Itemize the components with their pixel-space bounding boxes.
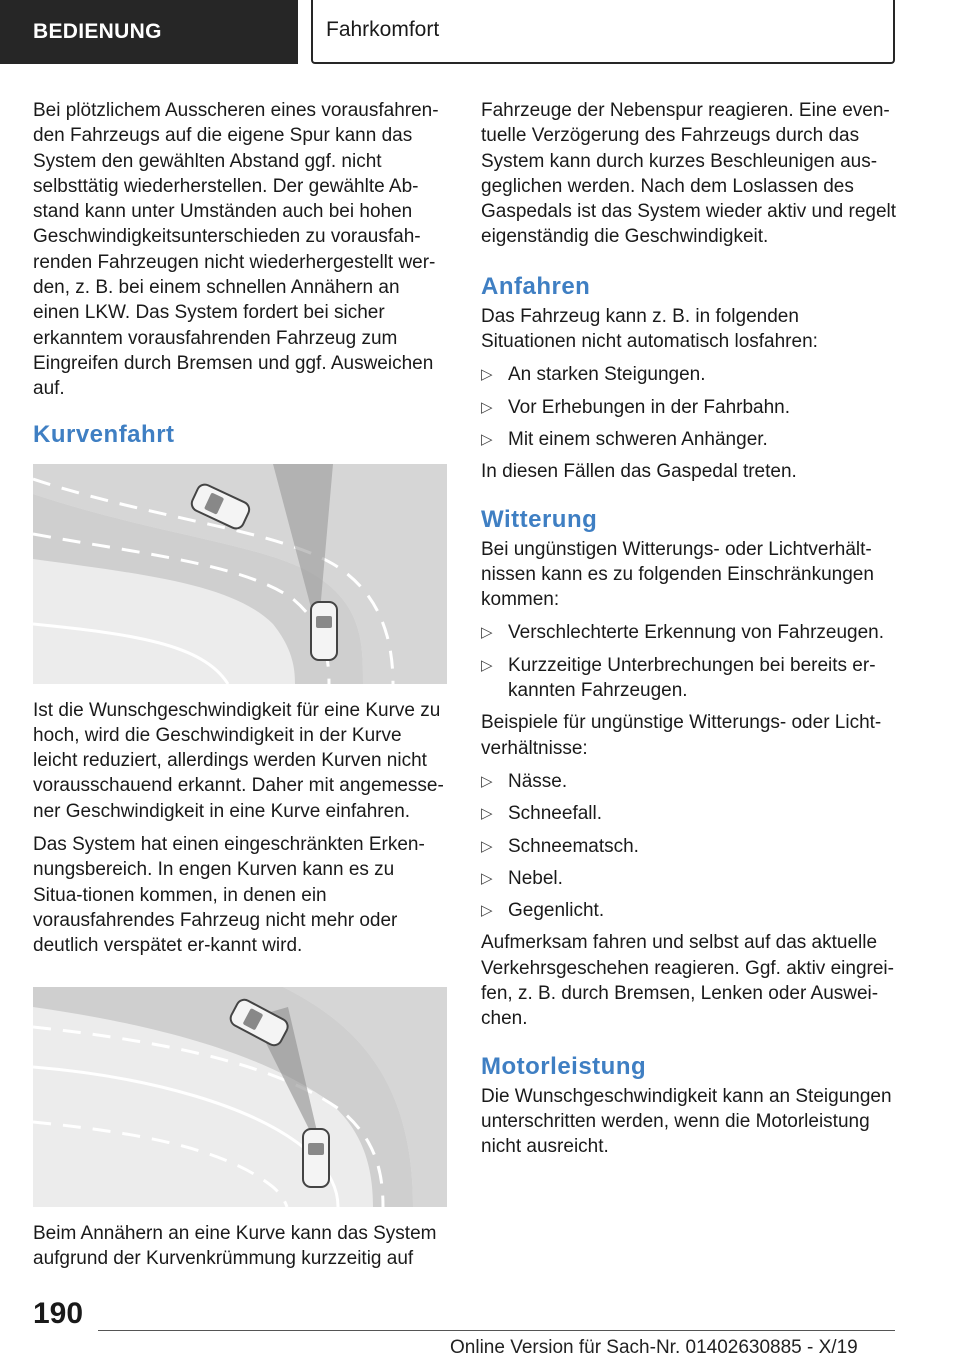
- list-item: ▷ Schneematsch.: [481, 834, 897, 859]
- triangle-bullet-icon: ▷: [481, 366, 493, 384]
- kurve-paragraph-3: Beim Annähern an eine Kurve kann das System aufgrund der Kurvenkrümmung kurzzeitig auf: [33, 1222, 437, 1269]
- footer-version-text: Online Version für Sach-Nr. 01402630885 - X/19: [450, 1337, 858, 1358]
- list-item: ▷ Nebel.: [481, 866, 897, 891]
- right-column: [481, 98, 897, 1168]
- triangle-bullet-icon: ▷: [481, 398, 493, 416]
- heading-kurvenfahrt: Kurvenfahrt: [33, 420, 175, 448]
- list-item: ▷ Schneefall.: [481, 801, 897, 826]
- anfahren-outro: In diesen Fällen das Gaspedal treten.: [481, 461, 797, 483]
- list-item: ▷ Verschlechterte Erkennung von Fahrzeugen.: [481, 620, 897, 645]
- heading-witterung: Witterung: [481, 505, 598, 533]
- triangle-bullet-icon: ▷: [481, 772, 493, 790]
- list-item: ▷ An starken Steigungen.: [481, 362, 897, 387]
- list-item: ▷ Gegenlicht.: [481, 898, 897, 923]
- page-number: 190: [33, 1297, 84, 1330]
- motor-paragraph: Die Wunschgeschwindigkeit kann an Steigungen unterschritten werden, wenn die Motorleistung nicht ausreicht.: [481, 1085, 892, 1158]
- curve-illustration-1: [33, 464, 447, 684]
- triangle-bullet-icon: ▷: [481, 624, 493, 642]
- list-item: ▷ Kurzzeitige Unterbrechungen bei bereits er-kannten Fahrzeugen.: [481, 654, 876, 702]
- left-column: [33, 98, 449, 1279]
- list-item: ▷ Vor Erhebungen in der Fahrbahn.: [481, 395, 897, 420]
- footer-divider: [98, 1330, 895, 1331]
- triangle-bullet-icon: ▷: [481, 869, 493, 887]
- triangle-bullet-icon: ▷: [481, 902, 493, 920]
- list-item: ▷ Mit einem schweren Anhänger.: [481, 427, 897, 452]
- beispiele-list: [481, 769, 897, 923]
- chapter-tab: Fahrkomfort: [311, 0, 895, 64]
- anfahren-intro: Das Fahrzeug kann z. B. in folgenden Situationen nicht automatisch losfahren:: [481, 305, 818, 353]
- intro-paragraph: Bei plötzlichem Ausscheren eines vorausfahren-den Fahrzeugs auf die eigene Spur kann das System den gewählten Abstand ggf. nicht selbsttätig wiederherstellen. Der gewählte Ab-stand kann unter Umständen auch bei hohen Geschwindigkeitsunterschieden zu vorausfah-renden Fahrzeugen nicht wiederhergestellt wer-den, z. B. bei einem schnellen Annähern an einen LKW. Das System fordert bei sicher erkanntem vorausfahrenden Fahrzeug zum Eingreifen durch Bremsen und ggf. Ausweichen auf.: [33, 100, 439, 400]
- triangle-bullet-icon: ▷: [481, 656, 493, 674]
- kurve-paragraph-1: Ist die Wunschgeschwindigkeit für eine Kurve zu hoch, wird die Geschwindigkeit in der Kurve leicht reduziert, allerdings werden Kurven nicht vorausschauend erkannt. Daher mit angemesse-ner Geschwindigkeit in eine Kurve einfahren.: [33, 699, 444, 822]
- section-tab: BEDIENUNG: [0, 0, 298, 64]
- continuation-paragraph: Fahrzeuge der Nebenspur reagieren. Eine even-tuelle Verzögerung des Fahrzeugs durch das System kann durch kurzes Beschleunigen aus-geglichen werden. Nach dem Loslassen des Gaspedals ist das System wieder aktiv und regelt eigenständig die Geschwindigkeit.: [481, 100, 897, 248]
- witterung-intro: Bei ungünstigen Witterungs- oder Lichtverhält-nissen kann es zu folgenden Einschränkungen kommen:: [481, 538, 874, 611]
- heading-motorleistung: Motorleistung: [481, 1052, 647, 1080]
- list-item: ▷ Nässe.: [481, 769, 897, 794]
- beispiele-intro: Beispiele für ungünstige Witterungs- oder Licht-verhältnisse:: [481, 712, 882, 759]
- heading-anfahren: Anfahren: [481, 272, 591, 300]
- curve-illustration-2: [33, 987, 447, 1207]
- witterung-list: [481, 620, 897, 703]
- anfahren-list: [481, 362, 897, 452]
- page-header: [0, 0, 960, 66]
- triangle-bullet-icon: ▷: [481, 805, 493, 823]
- beispiele-outro: Aufmerksam fahren und selbst auf das aktuelle Verkehrsgeschehen reagieren. Ggf. aktiv eingrei-fen, z. B. durch Bremsen, Lenken oder Auswei-chen.: [481, 932, 894, 1030]
- triangle-bullet-icon: ▷: [481, 430, 493, 448]
- kurve-paragraph-2: Das System hat einen eingeschränkten Erken-nungsbereich. In engen Kurven kann es zu Situa-tionen kommen, in denen ein vorausfahrendes Fahrzeug nicht mehr oder deutlich verspätet er-kannt wird.: [33, 834, 425, 957]
- triangle-bullet-icon: ▷: [481, 837, 493, 855]
